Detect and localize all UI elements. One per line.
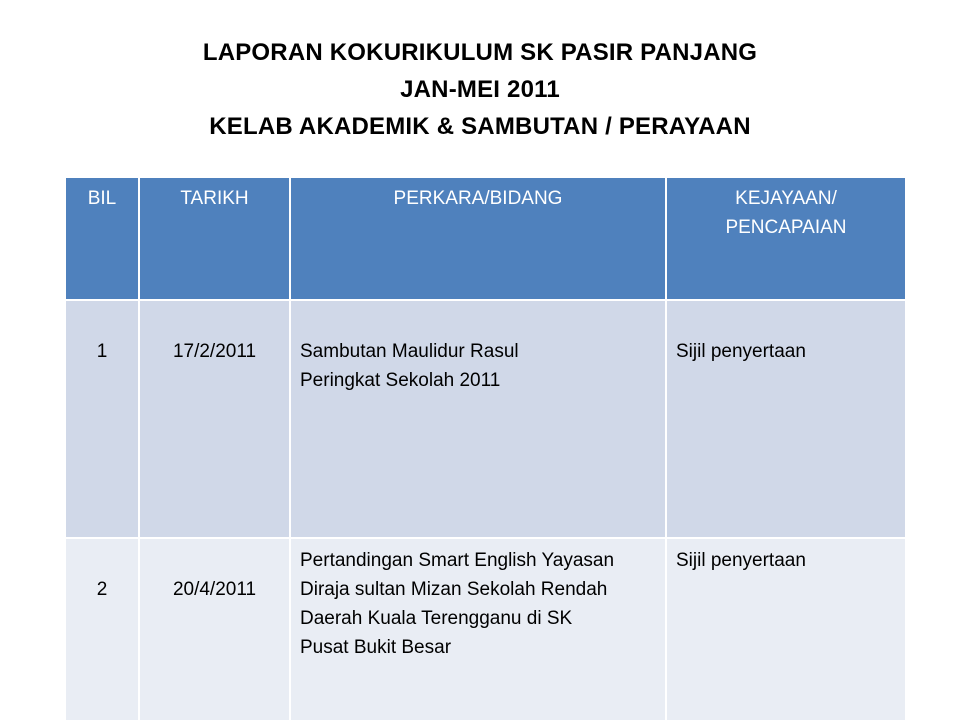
cell-kejayaan: Sijil penyertaan: [666, 538, 906, 720]
cell-perkara-line: Pertandingan Smart English Yayasan: [300, 550, 615, 571]
header-perkara: PERKARA/BIDANG: [290, 177, 666, 300]
table-header-row: [65, 177, 906, 300]
report-table: [64, 176, 907, 720]
cell-perkara-line: Daerah Kuala Terengganu di SK: [300, 608, 573, 629]
header-kejayaan-line-2: PENCAPAIAN: [725, 217, 847, 238]
header-tarikh: TARIKH: [139, 177, 290, 300]
table-row: [65, 300, 906, 538]
header-kejayaan-line-1: KEJAYAAN/: [735, 188, 837, 209]
cell-bil: 1: [65, 300, 139, 538]
cell-kejayaan: Sijil penyertaan: [666, 300, 906, 538]
cell-tarikh: 20/4/2011: [139, 538, 290, 720]
title-line-2: JAN-MEI 2011: [400, 76, 560, 103]
cell-tarikh: 17/2/2011: [139, 300, 290, 538]
cell-perkara: [290, 538, 666, 720]
title-line-1: LAPORAN KOKURIKULUM SK PASIR PANJANG: [202, 39, 758, 66]
header-bil: BIL: [65, 177, 139, 300]
report-title: [0, 34, 960, 145]
cell-bil: 2: [65, 538, 139, 720]
table-row: [65, 538, 906, 720]
title-line-3: KELAB AKADEMIK & SAMBUTAN / PERAYAAN: [209, 113, 751, 140]
cell-perkara-line: Diraja sultan Mizan Sekolah Rendah: [300, 579, 608, 600]
cell-perkara-line: Pusat Bukit Besar: [300, 637, 452, 658]
cell-perkara-line: Sambutan Maulidur Rasul: [300, 341, 519, 362]
cell-perkara: [290, 300, 666, 538]
cell-perkara-line: Peringkat Sekolah 2011: [300, 370, 501, 391]
header-kejayaan: [666, 177, 906, 300]
